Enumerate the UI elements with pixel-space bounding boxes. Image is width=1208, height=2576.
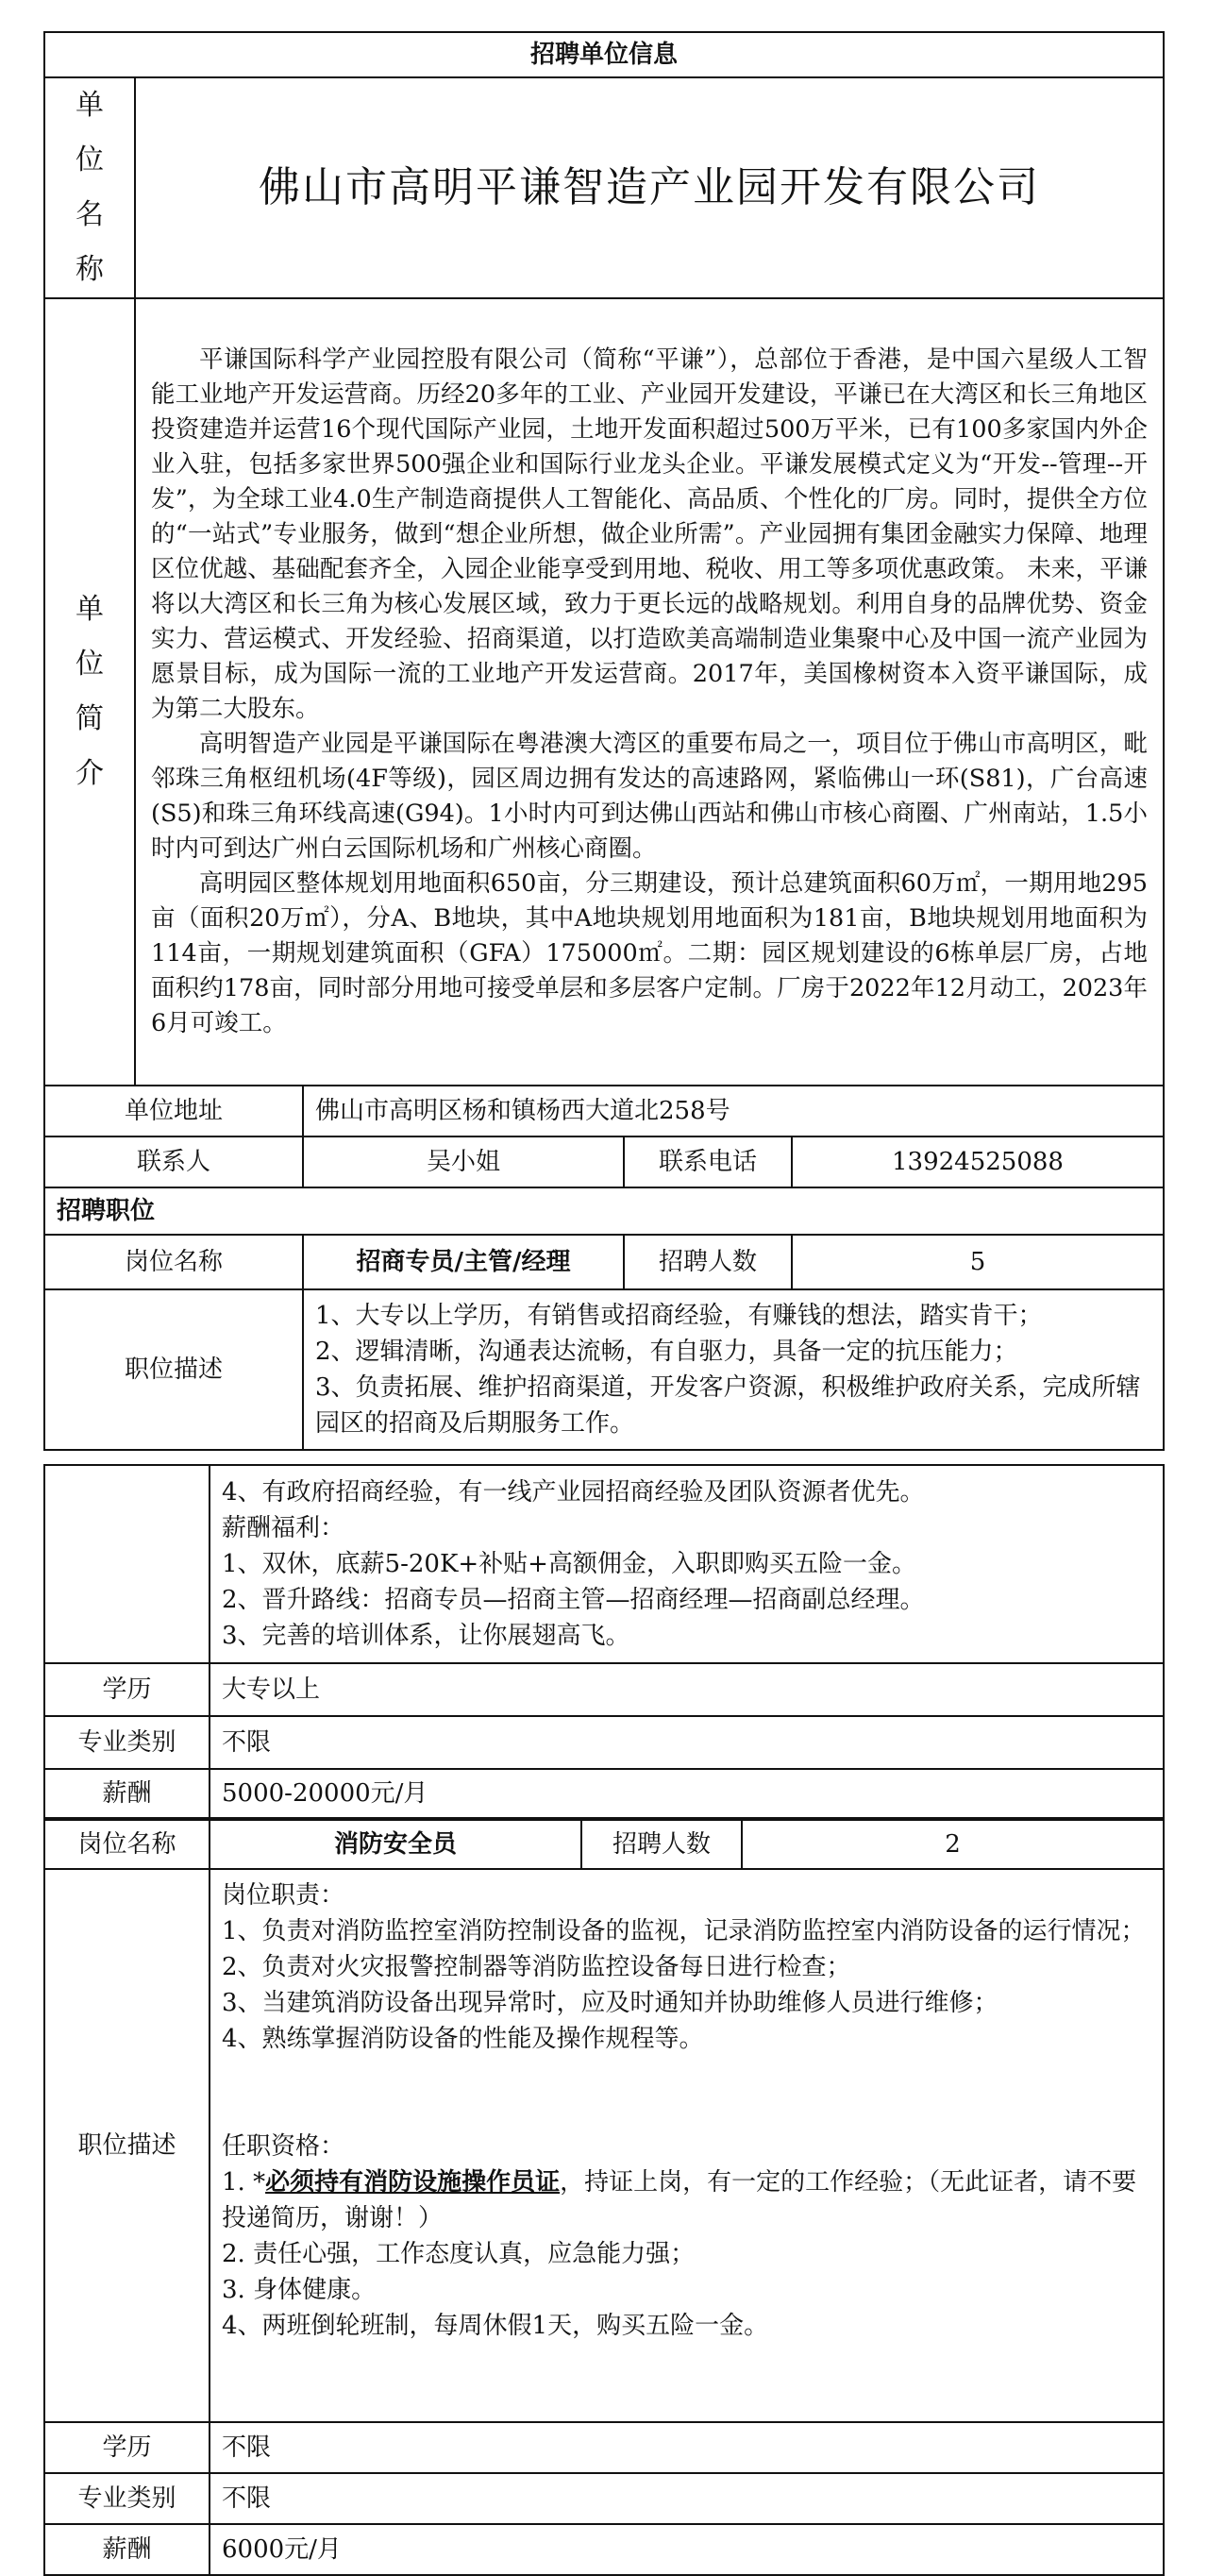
desc-line: 2、晋升路线：招商专员—招商主管—招商经理—招商副总经理。 [222, 1586, 925, 1614]
duty-line: 1、负责对消防监控室消防控制设备的监视，记录消防监控室内消防设备的运行情况； [222, 1917, 1146, 1945]
job2-salary: 6000元/月 [210, 2524, 1164, 2575]
certificate-requirement: 必须持有消防设施操作员证 [265, 2168, 561, 2197]
job2-edu: 不限 [210, 2422, 1164, 2473]
company-intro-label: 单位简介 [44, 298, 135, 1086]
desc-line: 1、大专以上学历，有销售或招商经验，有赚钱的想法，踏实肯干； [315, 1302, 1043, 1330]
job2-salary-label: 薪酬 [44, 2524, 210, 2575]
job1-major-label: 专业类别 [44, 1716, 210, 1769]
requirement-line: 1. *必须持有消防设施操作员证，持证上岗，有一定的工作经验；（无此证者，请不要投递简历，谢谢！） [222, 2168, 1137, 2232]
duty-line: 3、当建筑消防设备出现异常时，应及时通知并协助维修人员进行维修； [222, 1989, 998, 2017]
job1-edu-label: 学历 [44, 1663, 210, 1716]
intro-paragraph: 高明智造产业园是平谦国际在粤港澳大湾区的重要布局之一，项目位于佛山市高明区，毗邻珠三角枢纽机场(4F等级)，园区周边拥有发达的高速路网，紧临佛山一环(S81)，广台高速(S5)和珠三角环线高速(G94)。1小时内可到达佛山西站和佛山市核心商圈、广州南站，1.5小时内可到达广州白云国际机场和广州核心商圈。 [151, 730, 1148, 863]
benefits-title: 薪酬福利： [222, 1514, 345, 1542]
job2-name: 消防安全员 [210, 1820, 581, 1869]
job1-salary-label: 薪酬 [44, 1769, 210, 1818]
desc-line: 3、完善的培训体系，让你展翅高飞。 [222, 1622, 630, 1650]
job2-desc [210, 1869, 1164, 2422]
desc-line: 3、负责拓展、维护招商渠道，开发客户资源，积极维护政府关系，完成所辖园区的招商及后期服务工作。 [315, 1373, 1141, 1438]
company-name: 佛山市高明平谦智造产业园开发有限公司 [135, 77, 1164, 298]
recruitment-sheet [43, 31, 1165, 2576]
job2-count-label: 招聘人数 [581, 1820, 742, 1869]
job2-major: 不限 [210, 2473, 1164, 2524]
job1-count-label: 招聘人数 [624, 1235, 792, 1289]
company-address: 佛山市高明区杨和镇杨西大道北258号 [303, 1086, 1164, 1136]
job2-edu-label: 学历 [44, 2422, 210, 2473]
job2-name-label: 岗位名称 [44, 1820, 210, 1869]
positions-heading: 招聘职位 [44, 1187, 1164, 1235]
requirement-line: 3. 身体健康。 [222, 2276, 377, 2304]
intro-paragraph: 高明园区整体规划用地面积650亩，分三期建设，预计总建筑面积60万㎡，一期用地295亩（面积20万㎡），分A、B地块，其中A地块规划用地面积为181亩，B地块规划用地面积为114亩，一期规划建筑面积（GFA）175000㎡。二期：园区规划建设的6栋单层厂房，占地面积约178亩，同时部分用地可接受单层和多层客户定制。厂房于2022年12月动工，2023年6月可竣工。 [151, 869, 1148, 1037]
desc-line: 1、双休，底薪5-20K+补贴+高额佣金，入职即购买五险一金。 [222, 1550, 916, 1578]
requirement-line: 4、两班倒轮班制，每周休假1天，购买五险一金。 [222, 2312, 769, 2340]
job2-table [43, 1819, 1165, 2576]
address-label: 单位地址 [44, 1086, 303, 1136]
desc-line: 4、有政府招商经验，有一线产业园招商经验及团队资源者优先。 [222, 1478, 925, 1507]
job2-desc-label: 职位描述 [44, 1869, 210, 2422]
job2-major-label: 专业类别 [44, 2473, 210, 2524]
phone-label: 联系电话 [624, 1136, 792, 1187]
contact-name: 吴小姐 [303, 1136, 624, 1187]
job1-name-label: 岗位名称 [44, 1235, 303, 1289]
company-name-label: 单位名称 [44, 77, 135, 298]
requirements-title: 任职资格： [222, 2132, 345, 2161]
company-table [43, 31, 1165, 1451]
requirement-line: 2. 责任心强，工作态度认真，应急能力强； [222, 2240, 696, 2268]
duties-title: 岗位职责： [222, 1881, 345, 1910]
job1-desc2-label [44, 1465, 210, 1663]
job1-count: 5 [792, 1235, 1164, 1289]
page-title: 招聘单位信息 [44, 32, 1164, 77]
intro-paragraph: 平谦国际科学产业园控股有限公司（简称“平谦”），总部位于香港，是中国六星级人工智能工业地产开发运营商。历经20多年的工业、产业园开发建设，平谦已在大湾区和长三角地区投资建造并运营16个现代国际产业园，土地开发面积超过500万平米，已有100多家国内外企业入驻，包括多家世界500强企业和国际行业龙头企业。平谦发展模式定义为“开发--管理--开发”，为全球工业4.0生产制造商提供人工智能化、高品质、个性化的厂房。同时，提供全方位的“一站式”专业服务，做到“想企业所想，做企业所需”。产业园拥有集团金融实力保障、地理区位优越、基础配套齐全，入园企业能享受到用地、税收、用工等多项优惠政策。 未来，平谦将以大湾区和长三角为核心发展区域，致力于更长远的战略规划。利用自身的品牌优势、资金实力、营运模式、开发经验、招商渠道，以打造欧美高端制造业集聚中心及中国一流产业园为愿景目标，成为国际一流的工业地产开发运营商。2017年，美国橡树资本入资平谦国际，成为第二大股东。 [151, 345, 1148, 723]
job1-edu: 大专以上 [210, 1663, 1164, 1716]
job1-table-cont [43, 1464, 1165, 1819]
duty-line: 2、负责对火灾报警控制器等消防监控设备每日进行检查； [222, 1953, 851, 1981]
job1-desc [303, 1289, 1164, 1450]
duty-line: 4、熟练掌握消防设备的性能及操作规程等。 [222, 2025, 704, 2053]
job1-desc-continued [210, 1465, 1164, 1663]
contact-label: 联系人 [44, 1136, 303, 1187]
job2-count: 2 [742, 1820, 1164, 1869]
contact-phone: 13924525088 [792, 1136, 1164, 1187]
company-intro [135, 298, 1164, 1086]
job1-name: 招商专员/主管/经理 [303, 1235, 624, 1289]
job1-salary: 5000-20000元/月 [210, 1769, 1164, 1818]
desc-line: 2、逻辑清晰，沟通表达流畅，有自驱力，具备一定的抗压能力； [315, 1338, 1018, 1366]
job1-major: 不限 [210, 1716, 1164, 1769]
job1-desc-label: 职位描述 [44, 1289, 303, 1450]
